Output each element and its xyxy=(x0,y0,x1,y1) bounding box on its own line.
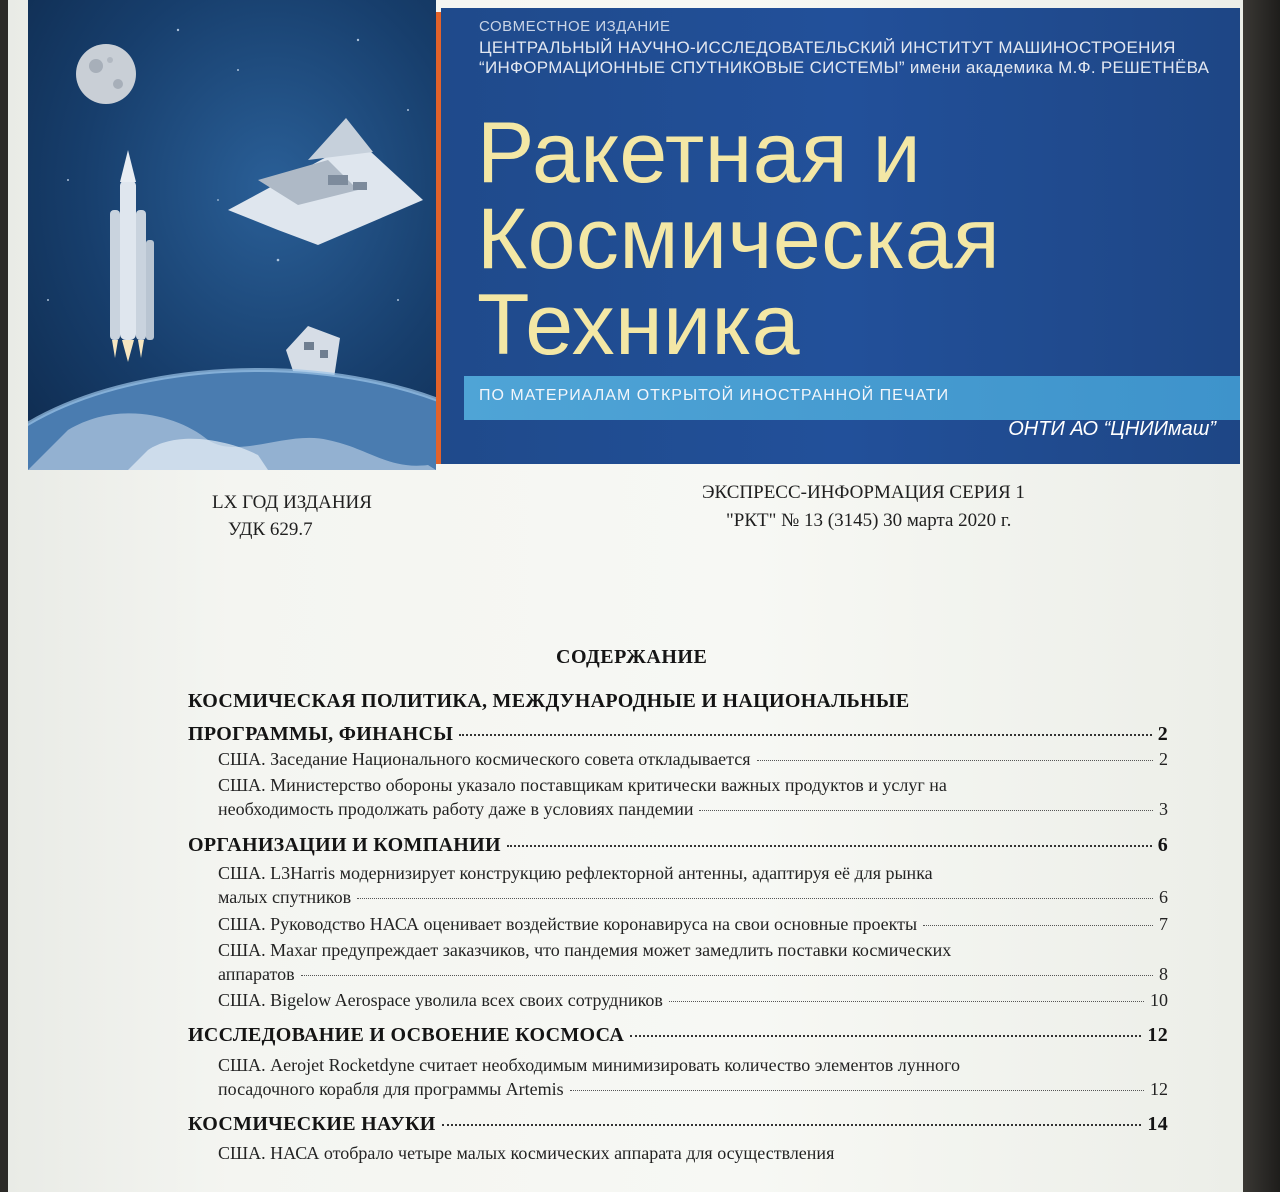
toc-item-page: 6 xyxy=(1159,887,1168,907)
dot-leader xyxy=(357,898,1153,899)
dot-leader xyxy=(699,810,1153,811)
joint-edition-label: СОВМЕСТНОЕ ИЗДАНИЕ xyxy=(479,18,671,35)
subtitle-strip xyxy=(464,376,1240,420)
toc-section-1-line-2[interactable] xyxy=(188,723,1168,746)
toc-section-4[interactable] xyxy=(188,1113,1168,1136)
toc-item-page: 7 xyxy=(1159,914,1168,934)
toc-section-1[interactable] xyxy=(188,690,1168,713)
toc-item[interactable] xyxy=(218,861,1168,909)
toc-item-title: США. L3Harris модернизирует конструкцию рефлекторной антенны, адаптируя её для рынка xyxy=(218,863,933,883)
dot-leader xyxy=(630,1035,1141,1037)
dot-leader xyxy=(507,845,1152,847)
toc-item-title: США. Bigelow Aerospace уволила всех своих сотрудников xyxy=(218,990,663,1010)
toc-section-3-page: 12 xyxy=(1147,1024,1168,1046)
toc-item[interactable] xyxy=(218,773,1168,821)
publisher-label: ОНТИ АО “ЦНИИмаш” xyxy=(1008,418,1216,440)
toc-item-title: США. Aerojet Rocketdyne считает необходимым минимизировать количество элементов лунного xyxy=(218,1055,960,1075)
toc-item-title-cont: необходимость продолжать работу даже в условиях пандемии xyxy=(218,799,694,819)
journal-title-line-2: Космическая xyxy=(477,191,1001,287)
dot-leader xyxy=(669,1001,1144,1002)
dot-leader xyxy=(757,760,1153,761)
toc-section-1-page: 2 xyxy=(1157,723,1168,745)
toc-section-2-page: 6 xyxy=(1157,834,1168,856)
institute-line-2: “ИНФОРМАЦИОННЫЕ СПУТНИКОВЫЕ СИСТЕМЫ” имени академика М.Ф. РЕШЕТНЁВА xyxy=(479,58,1210,77)
journal-title-line-1: Ракетная и xyxy=(477,105,922,201)
toc-item[interactable] xyxy=(218,988,1168,1012)
toc-item[interactable] xyxy=(218,747,1168,771)
udk-code: УДК 629.7 xyxy=(228,519,313,540)
toc-item-title: США. Руководство НАСА оценивает воздействие коронавируса на свои основные проекты xyxy=(218,914,918,934)
toc-section-1-title-line-1: КОСМИЧЕСКАЯ ПОЛИТИКА, МЕЖДУНАРОДНЫЕ И НАЦИОНАЛЬНЫЕ xyxy=(188,690,910,712)
space-scene-graphic xyxy=(28,0,436,470)
toc-item-title: США. НАСА отобрало четыре малых космических аппарата для осуществления xyxy=(218,1143,835,1163)
toc-section-1-title-line-2: ПРОГРАММЫ, ФИНАНСЫ xyxy=(188,723,454,745)
toc-item[interactable] xyxy=(218,1053,1168,1101)
space-illustration xyxy=(28,0,436,470)
dot-leader xyxy=(459,734,1151,736)
toc-item-page: 3 xyxy=(1159,799,1168,819)
toc-section-4-page: 14 xyxy=(1147,1113,1168,1135)
journal-title xyxy=(477,105,1001,373)
toc-item-page: 12 xyxy=(1150,1079,1168,1099)
dot-leader xyxy=(301,975,1153,976)
toc-section-3[interactable] xyxy=(188,1024,1168,1047)
toc-item-title: США. Министерство обороны указало поставщикам критически важных продуктов и услуг на xyxy=(218,775,947,795)
dot-leader xyxy=(442,1124,1142,1126)
dot-leader xyxy=(923,925,1153,926)
toc-item-title-cont: аппаратов xyxy=(218,964,295,984)
toc-item-page: 10 xyxy=(1150,990,1168,1010)
subtitle-strip-text: ПО МАТЕРИАЛАМ ОТКРЫТОЙ ИНОСТРАННОЙ ПЕЧАТИ xyxy=(479,387,950,404)
moon-icon xyxy=(76,44,136,104)
document-page xyxy=(8,0,1243,1192)
rocket-icon xyxy=(110,150,154,362)
toc-heading: СОДЕРЖАНИЕ xyxy=(556,646,708,668)
toc-item-title-cont: посадочного корабля для программы Artemis xyxy=(218,1079,564,1099)
toc-item-page: 8 xyxy=(1159,964,1168,984)
series-label: ЭКСПРЕСС-ИНФОРМАЦИЯ СЕРИЯ 1 xyxy=(702,482,1025,503)
toc-item[interactable] xyxy=(218,1141,1168,1165)
institute-line-1: ЦЕНТРАЛЬНЫЙ НАУЧНО-ИССЛЕДОВАТЕЛЬСКИЙ ИНСТИТУТ МАШИНОСТРОЕНИЯ xyxy=(479,38,1176,57)
earth-icon xyxy=(28,370,436,470)
toc-section-2-title: ОРГАНИЗАЦИИ И КОМПАНИИ xyxy=(188,834,501,856)
toc-item-title: США. Заседание Национального космического совета откладывается xyxy=(218,749,751,769)
toc-section-4-title: КОСМИЧЕСКИЕ НАУКИ xyxy=(188,1113,436,1135)
toc-item-page: 2 xyxy=(1159,749,1168,769)
toc-item-title: США. Maxar предупреждает заказчиков, что пандемия может замедлить поставки космических xyxy=(218,940,952,960)
toc-item[interactable] xyxy=(218,912,1168,936)
monitor-bezel xyxy=(1243,0,1280,1192)
toc-section-3-title: ИССЛЕДОВАНИЕ И ОСВОЕНИЕ КОСМОСА xyxy=(188,1024,625,1046)
institute-name xyxy=(479,38,1239,78)
issue-info: "РКТ" № 13 (3145) 30 марта 2020 г. xyxy=(726,510,1012,531)
toc-item-title-cont: малых спутников xyxy=(218,887,352,907)
toc-section-2[interactable] xyxy=(188,834,1168,857)
dot-leader xyxy=(570,1090,1144,1091)
journal-title-line-3: Техника xyxy=(477,277,801,373)
spaceplane-icon xyxy=(228,118,423,245)
cover-title-panel xyxy=(441,8,1240,464)
journal-cover-banner xyxy=(28,0,1240,470)
publication-year: LX ГОД ИЗДАНИЯ xyxy=(212,492,372,513)
toc-item[interactable] xyxy=(218,938,1168,986)
